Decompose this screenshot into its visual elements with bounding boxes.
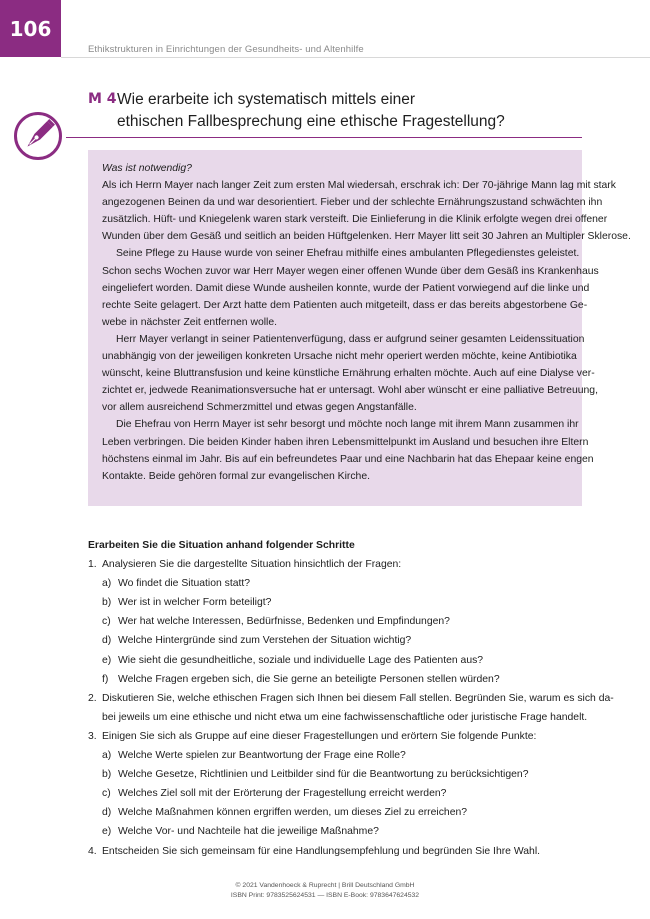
section-title-line: ethischen Fallbesprechung eine ethische Fragestellung?: [117, 113, 505, 130]
task-text: Analysieren Sie die dargestellte Situation hinsichtlich der Fragen:: [102, 559, 402, 571]
subtask-letter: e): [102, 654, 112, 666]
subtask-letter: f): [102, 673, 109, 685]
footer-isbn: ISBN Print: 9783525624531 — ISBN E-Book: 9783647624532: [230, 892, 420, 899]
tasks-title: Erarbeiten Sie die Situation anhand folgender Schritte: [88, 540, 355, 551]
subtask-text: Welche Vor- und Nachteile hat die jeweilige Maßnahme?: [118, 826, 379, 838]
header-divider: [61, 57, 650, 58]
subtask-text: Wer ist in welcher Form beteiligt?: [118, 597, 272, 609]
task-text: Einigen Sie sich als Gruppe auf eine dieser Fragestellungen und erörtern Sie folgende Punkte:: [102, 730, 537, 742]
task-number: 3.: [88, 730, 97, 742]
running-head: Ethikstrukturen in Einrichtungen der Gesundheits- und Altenhilfe: [88, 44, 364, 55]
page-number: 106: [0, 0, 61, 57]
subtask-item: [88, 765, 583, 784]
task-item: [88, 689, 614, 727]
case-line: vor allem ausreichend Schmerzmittel und etwas gegen Angstanfälle.: [102, 402, 417, 414]
case-line: Die Ehefrau von Herrn Mayer ist sehr besorgt und möchte noch lange mit ihrem Mann zusammen ihr: [116, 419, 579, 431]
subtask-text: Welche Werte spielen zur Beantwortung der Frage eine Rolle?: [118, 750, 406, 762]
case-line: zusätzlich. Hüft- und Kniegelenk waren stark versteift. Die Einlieferung in die Klinik erfolgte wegen drei offener: [102, 214, 608, 226]
case-line: unabhängig von der jeweiligen konkreten Ursache nicht mehr operiert werden möchte, keine Antibiotika: [102, 351, 577, 363]
case-text: [102, 160, 631, 485]
task-number: 2.: [88, 692, 97, 704]
subtask-text: Welche Hintergründe sind zum Verstehen der Situation wichtig?: [118, 635, 412, 647]
case-line: angezogenen Beinen da und war desorientiert. Fieber und der schlechte Ernährungszustand schwächten ihn: [102, 197, 603, 209]
subtask-letter: a): [102, 750, 112, 762]
subtask-letter: d): [102, 635, 112, 647]
task-text: bei jeweils um eine ethische und nicht etwa um eine fachwissenschaftliche oder juristische Frage handelt.: [102, 711, 588, 723]
subtask-text: Welche Maßnahmen können ergriffen werden, um dieses Ziel zu erreichen?: [118, 807, 468, 819]
subtask-text: Wo findet die Situation statt?: [118, 578, 251, 590]
title-divider: [66, 137, 582, 138]
section-title-line: Wie erarbeite ich systematisch mittels einer: [117, 91, 416, 108]
task-text: Diskutieren Sie, welche ethischen Fragen sich Ihnen bei diesem Fall stellen. Begründen Sie, warum es sich da-: [102, 692, 614, 704]
subtask-item: [88, 803, 583, 822]
case-heading: Was ist notwendig?: [102, 163, 192, 174]
case-line: Kontakte. Beide gehören formal zur evangelischen Kirche.: [102, 470, 371, 482]
case-line: Herr Mayer verlangt in seiner Patientenverfügung, dass er aufgrund seiner gesamten Leidenssituation: [116, 333, 585, 345]
subtask-item: [88, 784, 583, 803]
section-title: [117, 89, 587, 133]
subtask-text: Wer hat welche Interessen, Bedürfnisse, Bedenken und Empfindungen?: [118, 616, 450, 628]
copyright-footer: [0, 881, 650, 901]
case-line: Seine Pflege zu Hause wurde von seiner Ehefrau mithilfe eines ambulanten Pflegedienstes geleistet.: [116, 248, 580, 260]
case-line: höchstens einmal im Jahr. Bis auf ein befreundetes Paar und eine Nachbarin hat das Ehepaar keine engen: [102, 453, 594, 465]
subtask-letter: b): [102, 769, 112, 781]
subtask-letter: c): [102, 616, 111, 628]
subtask-text: Welche Fragen ergeben sich, die Sie gerne an beteiligte Personen stellen würden?: [118, 673, 500, 685]
subtask-item: [88, 670, 583, 689]
case-line: zichtet er, jedwede Reanimationsversuche hat er untersagt. Wohl aber wünscht er eine palliative Betreuung,: [102, 385, 598, 397]
task-list: [88, 536, 614, 861]
subtask-item: [88, 746, 583, 765]
footer-copyright: © 2021 Vandenhoeck & Ruprecht | Brill Deutschland GmbH: [235, 882, 415, 889]
case-line: wünscht, keine Bluttransfusion und keine künstliche Ernährung erhalten möchte. Auch auf eine Dialyse ver-: [102, 368, 595, 380]
subtask-text: Welche Gesetze, Richtlinien und Leitbilder sind für die Beantwortung zu berücksichtigen?: [118, 769, 529, 781]
subtask-text: Wie sieht die gesundheitliche, soziale und individuelle Lage des Patienten aus?: [118, 654, 484, 666]
task-text: Entscheiden Sie sich gemeinsam für eine Handlungsempfehlung und begründen Sie Ihre Wahl.: [102, 845, 541, 857]
section-label: M 4: [88, 91, 117, 107]
subtask-text: Welches Ziel soll mit der Erörterung der Fragestellung erreicht werden?: [118, 788, 447, 800]
subtask-letter: c): [102, 788, 111, 800]
subtask-letter: a): [102, 578, 112, 590]
subtask-item: [88, 612, 583, 631]
task-number: 1.: [88, 559, 97, 571]
case-line: eingeliefert worden. Damit diese Wunde ausheilen konnte, wurde der Patient vorwiegend auf die linke und: [102, 282, 590, 294]
case-line: webe in nächster Zeit entfernen wolle.: [102, 316, 278, 328]
subtask-letter: d): [102, 807, 112, 819]
subtask-item: [88, 822, 583, 841]
subtask-item: [88, 631, 583, 650]
task-number: 4.: [88, 845, 97, 857]
case-line: Wunden über dem Gesäß und seitlich an beiden Hüftgelenken. Herr Mayer litt seit 30 Jahren an Multipler Sklerose.: [102, 231, 631, 243]
fountain-pen-icon: [13, 111, 63, 161]
subtask-item: [88, 574, 583, 593]
subtask-item: [88, 593, 583, 612]
case-line: Leben verbringen. Die beiden Kinder haben ihren Lebensmittelpunkt im Ausland und besuchen ihre Eltern: [102, 436, 589, 448]
task-item: [88, 842, 583, 861]
subtask-item: [88, 651, 583, 670]
case-line: Als ich Herrn Mayer nach langer Zeit zum ersten Mal wiedersah, erschrak ich: Der 70-jährige Mann lag mit stark: [102, 180, 616, 192]
task-item: [88, 727, 583, 746]
subtask-letter: e): [102, 826, 112, 838]
subtask-letter: b): [102, 597, 112, 609]
case-line: Schon sechs Wochen zuvor war Herr Mayer wegen einer offenen Wunde über dem Gesäß ins Krankenhaus: [102, 265, 599, 277]
task-item: [88, 555, 583, 574]
case-line: rechte Seite gelagert. Der Arzt hatte dem Patienten auch mitgeteilt, dass er das bereits abgestorbene Ge-: [102, 299, 588, 311]
